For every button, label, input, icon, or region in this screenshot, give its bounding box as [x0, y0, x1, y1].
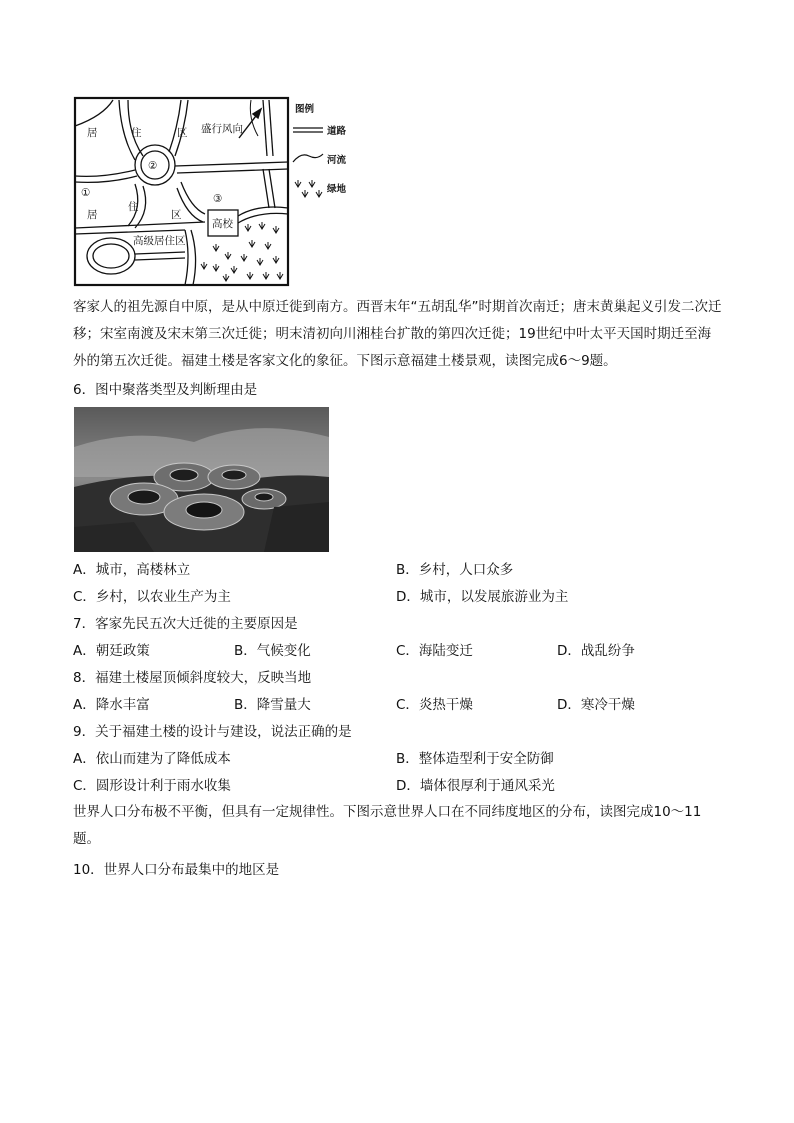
- q8-option-d[interactable]: D．寒冷干燥: [557, 697, 635, 713]
- intro-paragraph: 客家人的祖先源自中原，是从中原迁徙到南方。西晋末年“五胡乱华”时期首次南迁；唐末黄巢起义引发二次迁移；宋室南渡及宋末第三次迁徙；明末清初向川湘桂台扩散的第四次迁徙；19世纪中叶太平天国时期迁至海外的第五次迁徙。福建土楼是客家文化的象征。下图示意福建土楼景观，读图完成6～9题。: [73, 299, 722, 369]
- q8-option-a[interactable]: A．降水丰富: [73, 697, 150, 713]
- q9-option-b[interactable]: B．整体造型利于安全防御: [396, 751, 554, 767]
- map-label-school: 高校: [212, 218, 233, 230]
- map-label-qu-2: 区: [171, 209, 182, 221]
- legend-road: 道路: [327, 126, 347, 137]
- legend-title: 图例: [295, 104, 315, 115]
- question-8-stem: 8．福建土楼屋顶倾斜度较大，反映当地: [73, 670, 312, 686]
- question-7-stem: 7．客家先民五次大迁徙的主要原因是: [73, 616, 298, 632]
- q9-option-c[interactable]: C．圆形设计利于雨水收集: [73, 778, 231, 794]
- q6-option-b[interactable]: B．乡村，人口众多: [396, 562, 514, 578]
- map-label-zhu-2: 住: [128, 201, 139, 213]
- q8-option-c[interactable]: C．炎热干燥: [396, 697, 473, 713]
- map-label-ju-2: 居: [87, 209, 98, 221]
- urban-layout-map: [73, 96, 359, 288]
- q8-option-b[interactable]: B．降雪量大: [234, 697, 311, 713]
- intro2-paragraph: 世界人口分布极不平衡，但具有一定规律性。下图示意世界人口在不同纬度地区的分布，读图完成10～11题。: [73, 804, 702, 847]
- q7-option-b[interactable]: B．气候变化: [234, 643, 311, 659]
- map-label-2: ②: [148, 160, 158, 172]
- q7-option-c[interactable]: C．海陆变迁: [396, 643, 473, 659]
- map-label-wind: 盛行风向: [201, 123, 243, 135]
- legend-green-icon: [295, 180, 322, 197]
- map-label-ju-1: 居: [87, 127, 98, 139]
- question-6-stem: 6．图中聚落类型及判断理由是: [73, 382, 258, 398]
- q7-option-d[interactable]: D．战乱纷争: [557, 643, 635, 659]
- q6-option-d[interactable]: D．城市，以发展旅游业为主: [396, 589, 569, 605]
- legend-river: 河流: [327, 155, 347, 166]
- map-label-1: ①: [81, 187, 91, 199]
- map-label-zhu-1: 住: [131, 127, 142, 139]
- q6-option-c[interactable]: C．乡村，以农业生产为主: [73, 589, 231, 605]
- map-label-3: ③: [213, 193, 223, 205]
- q9-option-d[interactable]: D．墙体很厚利于通风采光: [396, 778, 555, 794]
- map-label-qu-1: 区: [177, 127, 188, 139]
- q6-option-a[interactable]: A．城市，高楼林立: [73, 562, 191, 578]
- q7-option-a[interactable]: A．朝廷政策: [73, 643, 150, 659]
- question-10-stem: 10．世界人口分布最集中的地区是: [73, 862, 280, 878]
- question-9-stem: 9．关于福建土楼的设计与建设，说法正确的是: [73, 724, 352, 740]
- tulou-photo: [74, 407, 329, 552]
- legend-green: 绿地: [327, 184, 347, 195]
- map-label-high-res: 高级居住区: [133, 235, 186, 247]
- q9-option-a[interactable]: A．依山而建为了降低成本: [73, 751, 231, 767]
